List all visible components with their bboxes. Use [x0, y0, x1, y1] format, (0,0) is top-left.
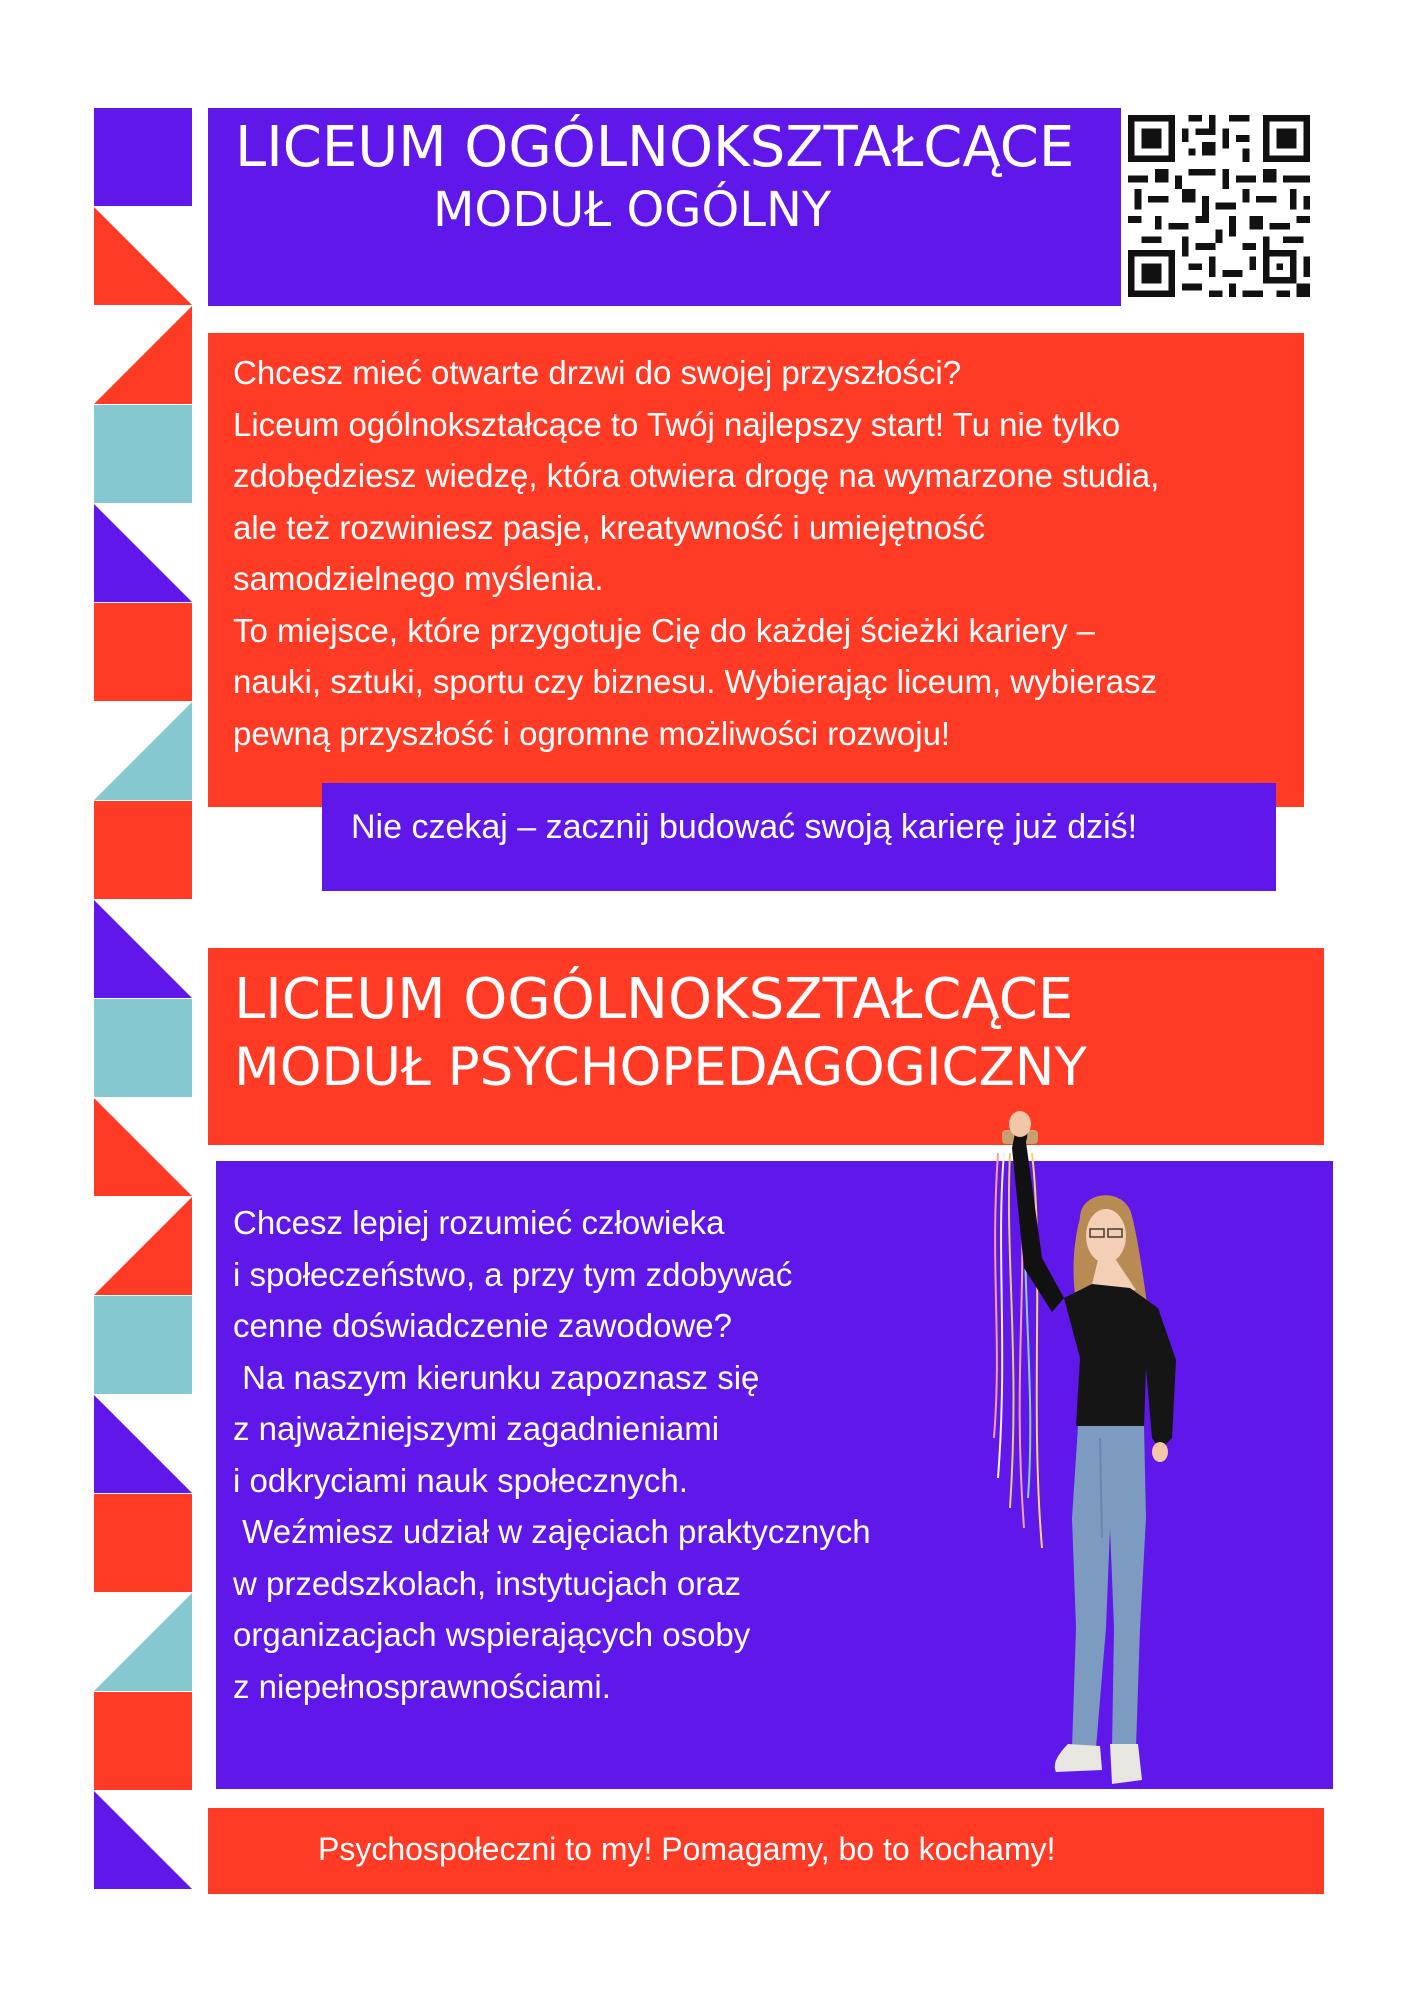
- section2-line: cenne doświadczenie zawodowe?: [233, 1307, 732, 1344]
- sidebar-tile: [94, 1494, 192, 1592]
- section1-line: Liceum ogólnokształcące to Twój najlepszy start! Tu nie tylko: [233, 405, 1121, 443]
- sidebar-tile: [94, 603, 192, 701]
- sidebar-tile: [94, 1593, 192, 1691]
- sidebar-tile: [94, 1197, 192, 1295]
- sidebar-tile: [94, 1692, 192, 1790]
- sidebar-tile: [94, 999, 192, 1097]
- sidebar-tile: [94, 1098, 192, 1196]
- section2-line: organizacjach wspierających osoby: [233, 1616, 751, 1653]
- section1-line: ale też rozwiniesz pasje, kreatywność i umiejętność: [233, 508, 985, 546]
- sidebar-tile: [94, 207, 192, 305]
- section2-line: i społeczeństwo, a przy tym zdobywać: [233, 1255, 793, 1293]
- section1-line: To miejsce, które przygotuje Cię do każdej ścieżki kariery –: [233, 611, 1096, 649]
- qr-code-icon[interactable]: [1121, 108, 1317, 304]
- sidebar-tile: [94, 306, 192, 404]
- section2-line: Weźmiesz udział w zajęciach praktycznych: [233, 1513, 871, 1550]
- section1-title-line1: LICEUM OGÓLNOKSZTAŁCĄCE: [235, 115, 1075, 180]
- section1-line: Chcesz mieć otwarte drzwi do swojej przyszłości?: [233, 354, 962, 391]
- section1-body: [208, 333, 1304, 807]
- section2-footer-banner: [208, 1808, 1324, 1894]
- section2-line: z niepełnosprawnościami.: [233, 1667, 611, 1705]
- section1-text: [233, 347, 1159, 759]
- section1-line: zdobędziesz wiedzę, która otwiera drogę na wymarzone studia,: [233, 457, 1160, 494]
- section1-header: [208, 108, 1121, 306]
- section2-line: Chcesz lepiej rozumieć człowieka: [233, 1204, 725, 1241]
- section1-title-line2: MODUŁ OGÓLNY: [433, 182, 832, 238]
- sidebar-tile: [94, 900, 192, 998]
- sidebar-tile: [94, 1395, 192, 1493]
- sidebar-tile: [94, 801, 192, 899]
- section2-title-line1: LICEUM OGÓLNOKSZTAŁCĄCE: [234, 967, 1074, 1032]
- section1-cta-banner: [322, 783, 1276, 891]
- sidebar-tile: [94, 1791, 192, 1889]
- section2-footer-text: Psychospołeczni to my! Pomagamy, bo to kochamy!: [318, 1831, 1056, 1867]
- section2-line: Na naszym kierunku zapoznasz się: [233, 1358, 760, 1396]
- student-with-ribbon-wand-photo: [960, 1108, 1220, 1792]
- section2-title-line2: MODUŁ PSYCHOPEDAGOGICZNY: [234, 1037, 1087, 1098]
- sidebar-tile: [94, 108, 192, 206]
- section2-line: z najważniejszymi zagadnieniami: [233, 1410, 720, 1447]
- sidebar-tile: [94, 504, 192, 602]
- section2-line: w przedszkolach, instytucjach oraz: [233, 1564, 742, 1602]
- sidebar-tile: [94, 702, 192, 800]
- sidebar-tile: [94, 1296, 192, 1394]
- section2-text: [233, 1197, 871, 1712]
- section2-line: i odkryciami nauk społecznych.: [233, 1461, 688, 1499]
- sidebar-tile: [94, 405, 192, 503]
- section1-line: nauki, sztuki, sportu czy biznesu. Wybierając liceum, wybierasz: [233, 663, 1158, 700]
- section1-line: samodzielnego myślenia.: [233, 560, 604, 597]
- section1-line: pewną przyszłość i ogromne możliwości rozwoju!: [233, 714, 951, 752]
- section1-cta-text: Nie czekaj – zacznij budować swoją karierę już dziś!: [351, 808, 1138, 846]
